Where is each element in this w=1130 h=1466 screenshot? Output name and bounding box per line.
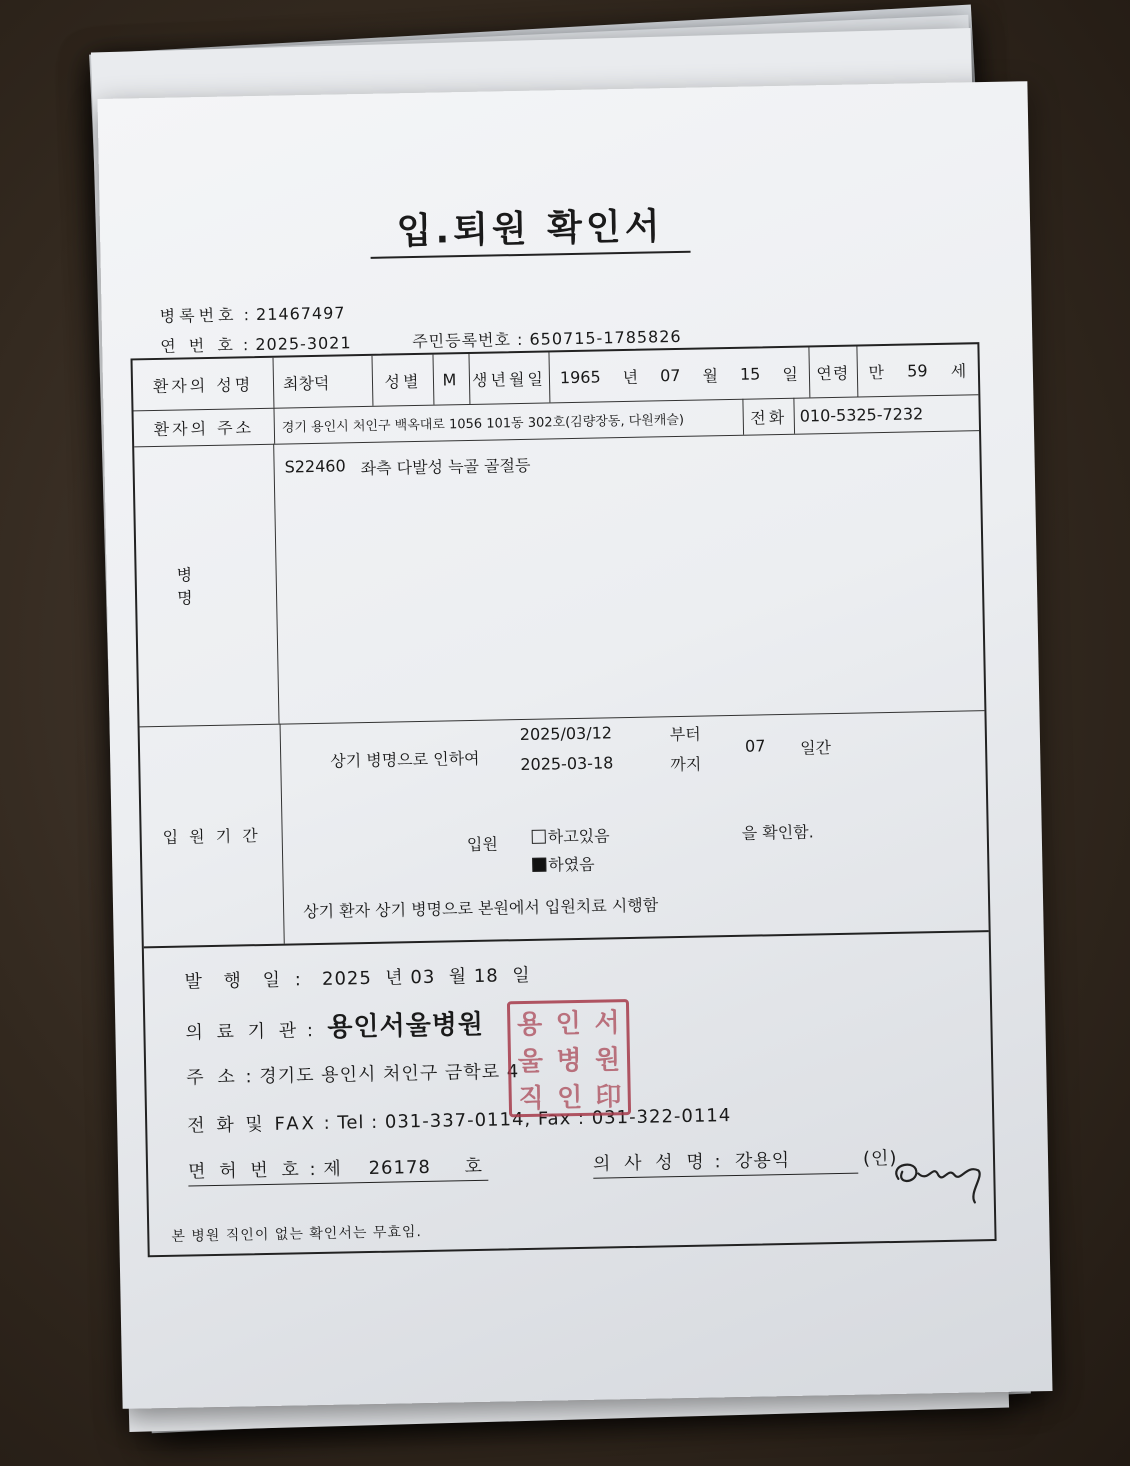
diagnosis-code: S22460 [284,456,346,477]
checkbox-checked-icon [532,858,546,872]
doctor-name: 의 사 성 명 : 강용익 [593,1145,859,1179]
diagnosis-row [134,430,984,727]
institution-address: 주 소 : 경기도 용인시 처인구 금학로 4 [186,1061,520,1089]
medical-institution: 의 료 기 관 : 용인서울병원 [185,1009,485,1044]
phone-label: 전화 [743,398,795,435]
option-was-admitted: 하였음 [532,852,595,876]
admission-from-date: 2025/03/12 [519,723,613,745]
admission-intro: 상기 병명으로 인하여 [330,748,480,771]
resident-registration-number: 주민등록번호 : 650715-1785826 [412,326,682,352]
dob-label: 생년월일 [468,352,550,404]
phone-fax: 전 화 및 FAX : Tel : 031-337-0114, Fax : 031-322-0114 [187,1105,732,1137]
date-of-birth: 1965 년 07 월 15 일 [548,347,810,402]
diagnosis-label: 병 명 [134,444,279,727]
seal-mark: (인) [862,1147,898,1170]
doctor-signature [888,1152,1009,1214]
option-currently-admitted: 하고있음 [532,823,610,847]
treatment-statement: 상기 환자 상기 병명으로 본원에서 입원치료 시행함 [302,895,659,922]
sex-label: 성별 [372,355,434,406]
serial-number: 연 번 호 : 2025-3021 [160,333,352,356]
diagnosis-content [274,430,984,723]
checkbox-unchecked-icon [532,830,546,844]
confirm-text: 을 확인함. [741,822,814,843]
diagnosis-text: 좌측 다발성 늑골 골절등 [360,455,531,479]
admission-label: 입 원 기 간 [140,724,285,947]
admission-to-date: 2025-03-18 [520,753,614,775]
admission-from-suffix: 부터 [669,724,701,745]
document-title: 입.퇴원 확인서 [370,198,691,259]
certificate-paper [98,81,1053,1409]
admission-to-suffix: 까지 [670,754,702,775]
admission-days-unit: 일간 [799,738,832,758]
license-number: 면 허 번 호 : 제 26178 호 [188,1152,489,1187]
record-number: 병록번호 : 21467497 [159,303,346,326]
validity-notice: 본 병원 직인이 없는 확인서는 무효임. [171,1224,423,1245]
patient-name-label: 환자의 성명 [133,358,275,411]
patient-name: 최창덕 [273,356,374,408]
patient-address: 경기 용인시 처인구 백옥대로 1056 101동 302호(김량장동, 다원캐슬) [273,399,744,444]
admission-row [140,710,989,948]
issue-date: 발 행 일 : 2025 년 03 월 18 일 [184,964,531,993]
patient-phone: 010-5325-7232 [799,403,924,426]
inpatient-label: 입원 [466,834,498,855]
address-label: 환자의 주소 [133,408,275,447]
hospital-seal-stamp: 용 인 서 울 병 원 직 인 印 [507,999,631,1117]
age-label: 연령 [808,347,858,398]
certificate-form [130,342,996,1257]
admission-content [280,710,989,943]
sex-value: M [432,354,470,405]
age: 만 59 세 [868,360,967,382]
admission-days: 07 [744,736,766,756]
